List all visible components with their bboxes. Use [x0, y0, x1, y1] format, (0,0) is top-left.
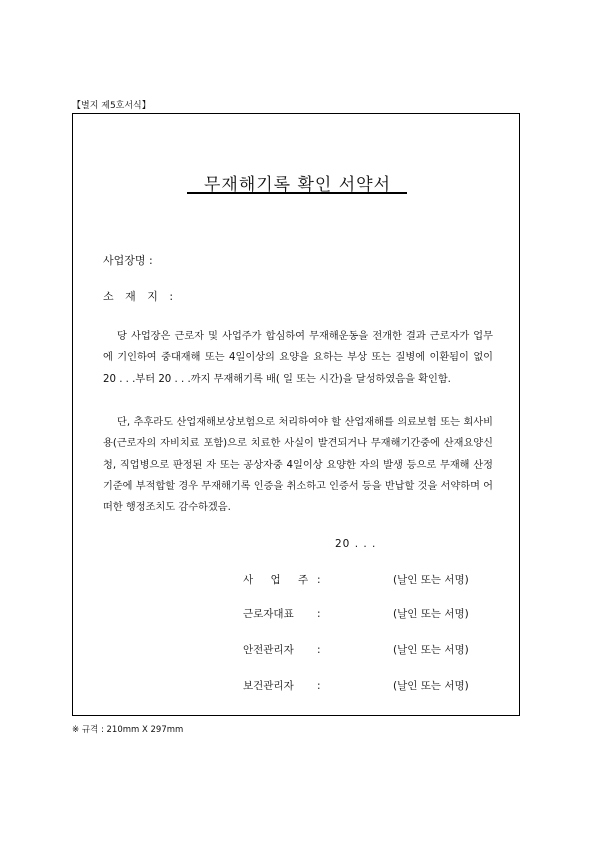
- address-field: [103, 288, 177, 304]
- signature-row-health-manager: [243, 678, 469, 693]
- seal-or-signature-label: (날인 또는 서명): [393, 680, 469, 692]
- paragraph-text: 단, 추후라도 산업재해보상보험으로 처리하여야 할 산업재해를 의료보험 또는 회사비용(근로자의 자비치료 포함)으로 치료한 사실이 발견되거나 무재해기간중에 산재요양신청, 직업병으로 판정된 자 또는 공상자중 4일이상 요양한 자의 발생 등으로 무재해 산정기준에 부적합할 경우 무재해기록 인증을 취소하고 인증서 등을 반납할 것을 서약하며 어떠한 행정조치도 감수하겠음.: [103, 417, 493, 514]
- signatory-colon: :: [317, 644, 321, 656]
- signatory-role: 근로자대표: [243, 608, 294, 620]
- pledge-paragraph-2: [103, 412, 493, 518]
- signatory-role: 사 업 주: [243, 574, 316, 586]
- signature-row-worker-rep: [243, 606, 469, 621]
- seal-or-signature-label: (날인 또는 서명): [393, 644, 469, 656]
- company-name-field: [103, 252, 153, 268]
- form-number-label: 【별지 제5호서식】: [72, 101, 151, 111]
- paper-size-footnote: ※ 규격 : 210mm X 297mm: [72, 725, 184, 735]
- signatory-role: 보건관리자: [243, 680, 294, 692]
- document-title: 무재해기록 확인 서약서: [203, 175, 392, 195]
- signature-row-safety-manager: [243, 642, 469, 657]
- company-name-label: 사업장명 :: [103, 254, 153, 267]
- address-label: 소 재 지 :: [103, 290, 178, 303]
- seal-or-signature-label: (날인 또는 서명): [393, 608, 469, 620]
- pledge-paragraph-1: [103, 326, 493, 390]
- paragraph-text: 당 사업장은 근로자 및 사업주가 합심하여 무재해운동을 전개한 결과 근로자가 업무에 기인하여 중대재해 또는 4일이상의 요양을 요하는 부상 또는 질병에 이환됨이 없이 20 . . .부터 20 . . .까지 무재해기록 배( 일 또는 시간)을 달성하였음을 확인함.: [103, 331, 493, 385]
- signatory-role: 안전관리자: [243, 644, 294, 656]
- title-underline: [187, 192, 407, 194]
- seal-or-signature-label: (날인 또는 서명): [393, 574, 469, 586]
- signature-row-employer: [243, 572, 469, 587]
- signatory-colon: :: [317, 608, 321, 620]
- date-line: 20 . . .: [335, 538, 377, 550]
- signatory-colon: :: [317, 574, 321, 586]
- signatory-colon: :: [317, 680, 321, 692]
